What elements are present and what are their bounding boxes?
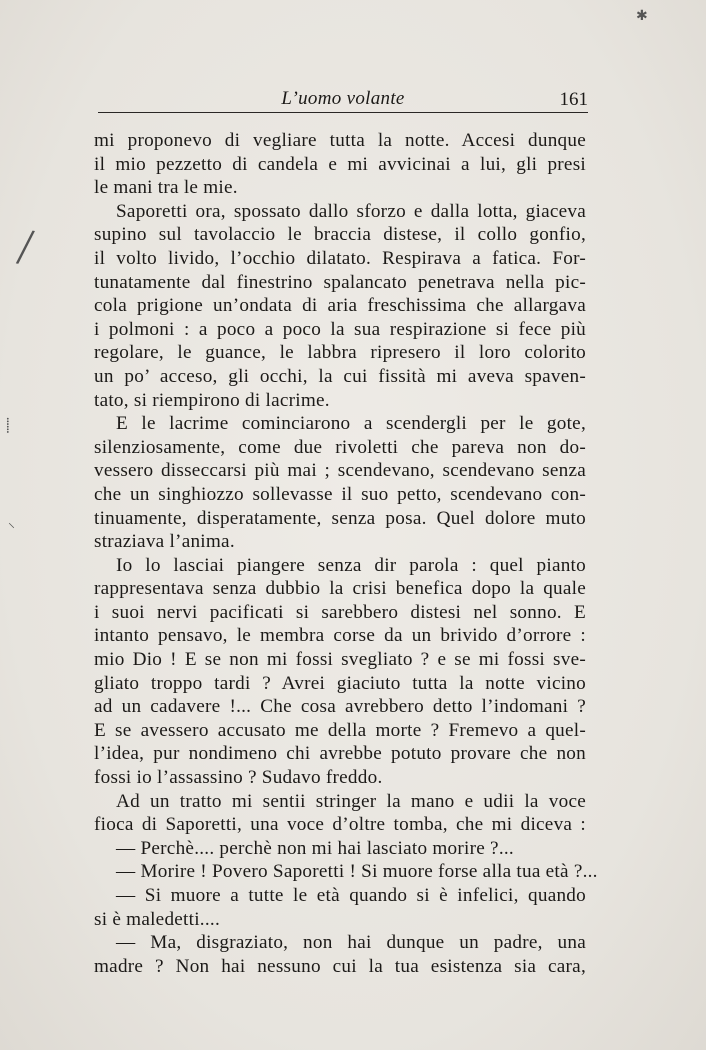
text-line: ad un cadavere !... Che cosa avrebbero detto l’indomani ? [94, 696, 586, 718]
page-number: 161 [559, 89, 588, 110]
text-line: straziava l’anima. [94, 531, 235, 553]
text-line: Ad un tratto mi sentii stringer la mano e udii la voce [116, 790, 586, 812]
text-line: — Ma, disgraziato, non hai dunque un padre, una [116, 932, 586, 954]
text-line: E se avessero accusato me della morte ? Fremevo a quel- [94, 719, 586, 741]
page-header [98, 88, 588, 114]
text-line: rappresentava senza dubbio la crisi benefica dopo la quale [94, 578, 586, 600]
text-line: cola prigione un’ondata di aria freschissima che allargava [94, 295, 586, 317]
text-line: vessero disseccarsi più mai ; scendevano, scendevano senza [94, 460, 586, 482]
text-line: — Morire ! Povero Saporetti ! Si muore forse alla tua età ?... [116, 861, 598, 883]
text-line: E le lacrime cominciarono a scendergli per le gote, [116, 413, 586, 435]
text-line: Saporetti ora, spossato dallo sforzo e dalla lotta, giaceva [116, 200, 586, 222]
text-line: tinuamente, disperatamente, senza posa. Quel dolore muto [94, 507, 586, 529]
text-line: tunatamente dal finestrino spalancato penetrava nella pic- [94, 271, 586, 293]
text-line: fossi io l’assassino ? Sudavo freddo. [94, 767, 383, 789]
text-line: tato, si riempirono di lacrime. [94, 389, 330, 411]
text-line: un po’ acceso, gli occhi, la cui fissità mi aveva spaven- [94, 365, 586, 387]
text-line: mio Dio ! E se non mi fossi svegliato ? e se mi fossi sve- [94, 649, 586, 671]
text-line: gliato troppo tardi ? Avrei giaciuto tutta la notte vicino [94, 672, 586, 694]
running-title: L’uomo volante [281, 88, 405, 109]
header-rule [98, 112, 588, 113]
text-line: mi proponevo di vegliare tutta la notte. Accesi dunque [94, 130, 586, 151]
text-line: intanto pensavo, le membra corse da un brivido d’orrore : [94, 625, 586, 647]
text-line: silenziosamente, come due rivoletti che pareva non do- [94, 436, 586, 458]
text-line: si è maledetti.... [94, 908, 220, 930]
text-line: l’idea, pur nondimeno chi avrebbe potuto provare che non [94, 743, 586, 765]
text-line: Io lo lasciai piangere senza dir parola : quel pianto [116, 554, 586, 576]
text-line: regolare, le guance, le labbra ripresero il loro colorito [94, 342, 586, 364]
text-line: i suoi nervi pacificati si sarebbero distesi nel sonno. E [94, 601, 586, 623]
margin-pencil-mark: ⸜ [8, 516, 15, 531]
text-line: il volto livido, l’occhio dilatato. Respirava a fatica. For- [94, 247, 586, 269]
text-line: le mani tra le mie. [94, 177, 238, 199]
text-line: fioca di Saporetti, una voce d’oltre tomba, che mi diceva : [94, 814, 586, 836]
margin-pencil-mark: / [14, 218, 37, 277]
text-line: — Perchè.... perchè non mi hai lasciato morire ?... [116, 837, 514, 859]
text-line: supino sul tavolaccio le braccia distese, il collo gonfio, [94, 224, 586, 246]
text-line: madre ? Non hai nessuno cui la tua esistenza sia cara, [94, 955, 586, 977]
text-line: che un singhiozzo sollevasse il suo petto, scendevano con- [94, 483, 586, 505]
ink-speck: ✱ [636, 9, 648, 24]
text-line: i polmoni : a poco a poco la sua respirazione si fece più [94, 318, 586, 340]
body-text [94, 129, 598, 978]
margin-pencil-mark: ⸽ [6, 419, 10, 434]
text-line: il mio pezzetto di candela e mi avvicinai a lui, gli presi [94, 153, 586, 175]
text-line: — Si muore a tutte le età quando si è infelici, quando [116, 885, 586, 906]
